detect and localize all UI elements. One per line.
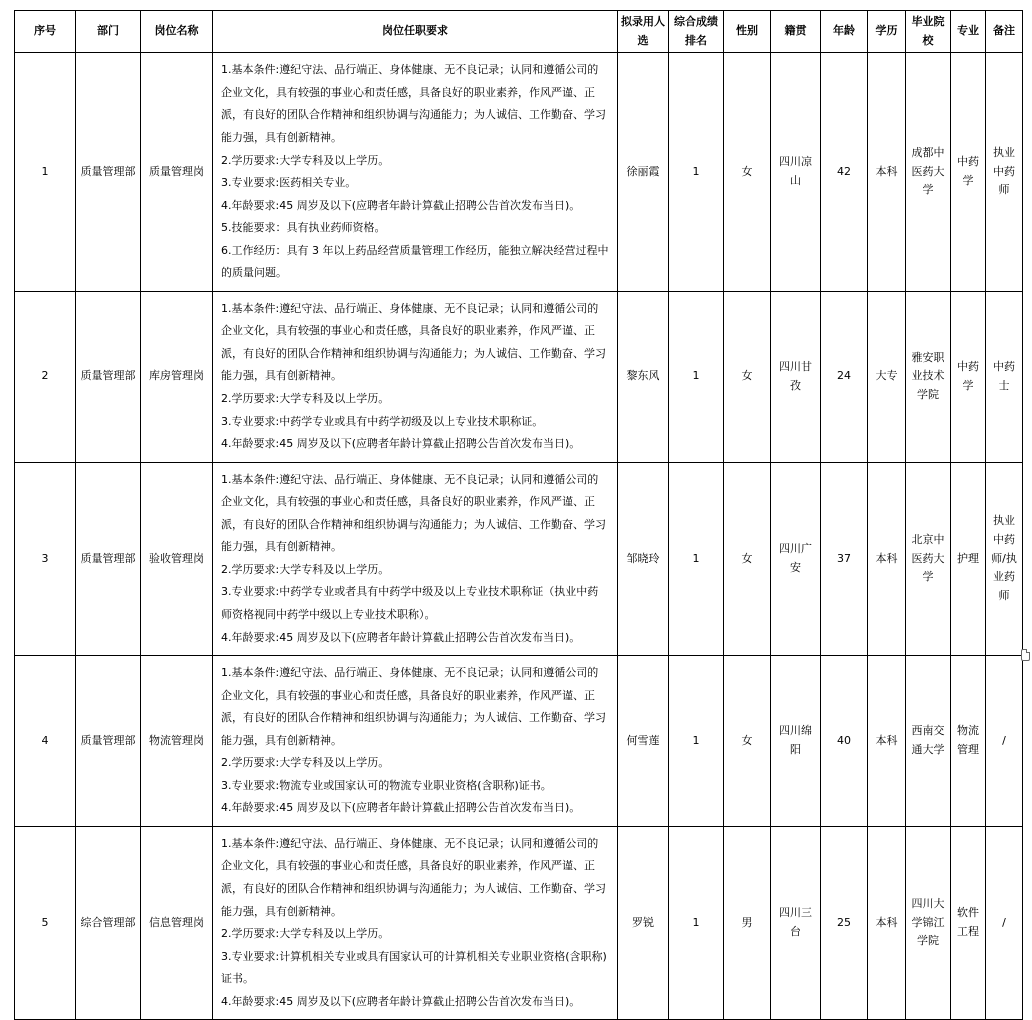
position-cell: 质量管理岗 — [141, 53, 213, 291]
rank-cell: 1 — [669, 656, 724, 827]
remark-cell: 中药士 — [986, 291, 1023, 462]
gender-cell: 女 — [724, 462, 771, 655]
column-header-school: 毕业院校 — [906, 11, 951, 53]
major-cell: 护理 — [951, 462, 986, 655]
department-cell: 质量管理部 — [76, 291, 141, 462]
requirement-item: 3.专业要求:中药学专业或具有中药学初级及以上专业技术职称证。 — [221, 414, 544, 428]
gender-cell: 男 — [724, 826, 771, 1019]
table-row — [15, 53, 1023, 291]
requirements-cell — [213, 462, 618, 655]
header-row — [15, 11, 1023, 53]
department-cell: 质量管理部 — [76, 53, 141, 291]
gender-cell: 女 — [724, 656, 771, 827]
age-cell: 40 — [821, 656, 868, 827]
requirements-cell — [213, 53, 618, 291]
rank-cell: 1 — [669, 53, 724, 291]
requirement-item: 2.学历要求:大学专科及以上学历。 — [221, 927, 390, 941]
requirement-item: 6.工作经历：具有 3 年以上药品经营质量管理工作经历，能独立解决经营过程中的质量问题。 — [221, 243, 609, 280]
department-cell: 质量管理部 — [76, 656, 141, 827]
remark-cell: / — [986, 826, 1023, 1019]
requirement-item: 1.基本条件:遵纪守法、品行端正、身体健康、无不良记录；认同和遵循公司的企业文化，具有较强的事业心和责任感，具备良好的职业素养，作风严谨、正派，有良好的团队合作精神和组织协调与沟通能力；为人诚信、工作勤奋、学习能力强，具有创新精神。 — [221, 472, 606, 554]
major-cell: 软件工程 — [951, 826, 986, 1019]
position-cell: 库房管理岗 — [141, 291, 213, 462]
school-cell: 北京中医药大学 — [906, 462, 951, 655]
school-cell: 四川大学锦江学院 — [906, 826, 951, 1019]
table-row — [15, 291, 1023, 462]
department-cell: 质量管理部 — [76, 462, 141, 655]
requirements-cell — [213, 826, 618, 1019]
column-header-rank: 综合成绩排名 — [669, 11, 724, 53]
requirement-item: 4.年龄要求:45 周岁及以下(应聘者年龄计算截止招聘公告首次发布当日)。 — [221, 994, 581, 1008]
school-cell: 西南交通大学 — [906, 656, 951, 827]
column-header-candidate: 拟录用人选 — [618, 11, 669, 53]
requirement-item: 3.专业要求:医药相关专业。 — [221, 176, 357, 190]
candidate-cell: 徐丽霞 — [618, 53, 669, 291]
requirement-item: 3.专业要求:中药学专业或者具有中药学中级及以上专业技术职称证（执业中药师资格视同中药学中级以上专业技术职称）。 — [221, 585, 599, 621]
school-cell: 成都中医药大学 — [906, 53, 951, 291]
requirement-item: 1.基本条件:遵纪守法、品行端正、身体健康、无不良记录；认同和遵循公司的企业文化，具有较强的事业心和责任感，具备良好的职业素养，作风严谨、正派，有良好的团队合作精神和组织协调与沟通能力；为人诚信、工作勤奋、学习能力强，具有创新精神。 — [221, 63, 606, 145]
comment-marker-icon[interactable] — [1021, 649, 1030, 661]
major-cell: 物流管理 — [951, 656, 986, 827]
age-cell: 37 — [821, 462, 868, 655]
candidate-cell: 邹晓玲 — [618, 462, 669, 655]
remark-cell: 执业中药师 — [986, 53, 1023, 291]
education-cell: 本科 — [868, 656, 906, 827]
position-cell: 信息管理岗 — [141, 826, 213, 1019]
column-header-gender: 性别 — [724, 11, 771, 53]
school-cell: 雅安职业技术学院 — [906, 291, 951, 462]
table-row — [15, 462, 1023, 655]
requirement-item: 2.学历要求:大学专科及以上学历。 — [221, 392, 390, 406]
candidate-cell: 罗锐 — [618, 826, 669, 1019]
recruitment-table — [14, 10, 1023, 1020]
requirement-item: 4.年龄要求:45 周岁及以下(应聘者年龄计算截止招聘公告首次发布当日)。 — [221, 198, 581, 212]
gender-cell: 女 — [724, 291, 771, 462]
age-cell: 24 — [821, 291, 868, 462]
requirement-item: 1.基本条件:遵纪守法、品行端正、身体健康、无不良记录；认同和遵循公司的企业文化，具有较强的事业心和责任感，具备良好的职业素养，作风严谨、正派，有良好的团队合作精神和组织协调与沟通能力；为人诚信、工作勤奋、学习能力强，具有创新精神。 — [221, 666, 606, 747]
education-cell: 大专 — [868, 291, 906, 462]
table-body — [15, 53, 1023, 1020]
seq-cell: 2 — [15, 291, 76, 462]
remark-cell: 执业中药师/执业药师 — [986, 462, 1023, 655]
hometown-cell: 四川甘孜 — [771, 291, 821, 462]
table-row — [15, 656, 1023, 827]
requirement-item: 4.年龄要求:45 周岁及以下(应聘者年龄计算截止招聘公告首次发布当日)。 — [221, 630, 581, 644]
column-header-position: 岗位名称 — [141, 11, 213, 53]
table-row — [15, 826, 1023, 1019]
remark-cell: / — [986, 656, 1023, 827]
column-header-age: 年龄 — [821, 11, 868, 53]
hometown-cell: 四川凉山 — [771, 53, 821, 291]
requirement-item: 2.学历要求:大学专科及以上学历。 — [221, 756, 390, 770]
requirement-item: 3.专业要求:计算机相关专业或具有国家认可的计算机相关专业职业资格(含职称)证书。 — [221, 949, 607, 986]
requirement-item: 2.学历要求:大学专科及以上学历。 — [221, 153, 390, 167]
major-cell: 中药学 — [951, 291, 986, 462]
requirement-item: 4.年龄要求:45 周岁及以下(应聘者年龄计算截止招聘公告首次发布当日)。 — [221, 437, 581, 451]
candidate-cell: 何雪莲 — [618, 656, 669, 827]
requirement-item: 5.技能要求：具有执业药师资格。 — [221, 221, 386, 235]
candidate-cell: 黎东风 — [618, 291, 669, 462]
age-cell: 25 — [821, 826, 868, 1019]
requirement-item: 1.基本条件:遵纪守法、品行端正、身体健康、无不良记录；认同和遵循公司的企业文化，具有较强的事业心和责任感，具备良好的职业素养，作风严谨、正派，有良好的团队合作精神和组织协调与沟通能力；为人诚信、工作勤奋、学习能力强，具有创新精神。 — [221, 301, 606, 383]
requirements-cell — [213, 656, 618, 827]
position-cell: 物流管理岗 — [141, 656, 213, 827]
requirement-item: 1.基本条件:遵纪守法、品行端正、身体健康、无不良记录；认同和遵循公司的企业文化，具有较强的事业心和责任感，具备良好的职业素养，作风严谨、正派，有良好的团队合作精神和组织协调与沟通能力；为人诚信、工作勤奋、学习能力强，具有创新精神。 — [221, 836, 606, 918]
age-cell: 42 — [821, 53, 868, 291]
requirement-item: 3.专业要求:物流专业或国家认可的物流专业职业资格(含职称)证书。 — [221, 778, 552, 792]
column-header-education: 学历 — [868, 11, 906, 53]
column-header-hometown: 籍贯 — [771, 11, 821, 53]
requirement-item: 2.学历要求:大学专科及以上学历。 — [221, 562, 390, 576]
requirement-item: 4.年龄要求:45 周岁及以下(应聘者年龄计算截止招聘公告首次发布当日)。 — [221, 801, 581, 815]
rank-cell: 1 — [669, 462, 724, 655]
position-cell: 验收管理岗 — [141, 462, 213, 655]
hometown-cell: 四川广安 — [771, 462, 821, 655]
hometown-cell: 四川绵阳 — [771, 656, 821, 827]
education-cell: 本科 — [868, 826, 906, 1019]
rank-cell: 1 — [669, 826, 724, 1019]
major-cell: 中药学 — [951, 53, 986, 291]
column-header-remark: 备注 — [986, 11, 1023, 53]
seq-cell: 4 — [15, 656, 76, 827]
column-header-major: 专业 — [951, 11, 986, 53]
gender-cell: 女 — [724, 53, 771, 291]
education-cell: 本科 — [868, 53, 906, 291]
column-header-seq: 序号 — [15, 11, 76, 53]
seq-cell: 5 — [15, 826, 76, 1019]
column-header-requirements: 岗位任职要求 — [213, 11, 618, 53]
education-cell: 本科 — [868, 462, 906, 655]
hometown-cell: 四川三台 — [771, 826, 821, 1019]
rank-cell: 1 — [669, 291, 724, 462]
seq-cell: 1 — [15, 53, 76, 291]
column-header-department: 部门 — [76, 11, 141, 53]
department-cell: 综合管理部 — [76, 826, 141, 1019]
requirements-cell — [213, 291, 618, 462]
seq-cell: 3 — [15, 462, 76, 655]
